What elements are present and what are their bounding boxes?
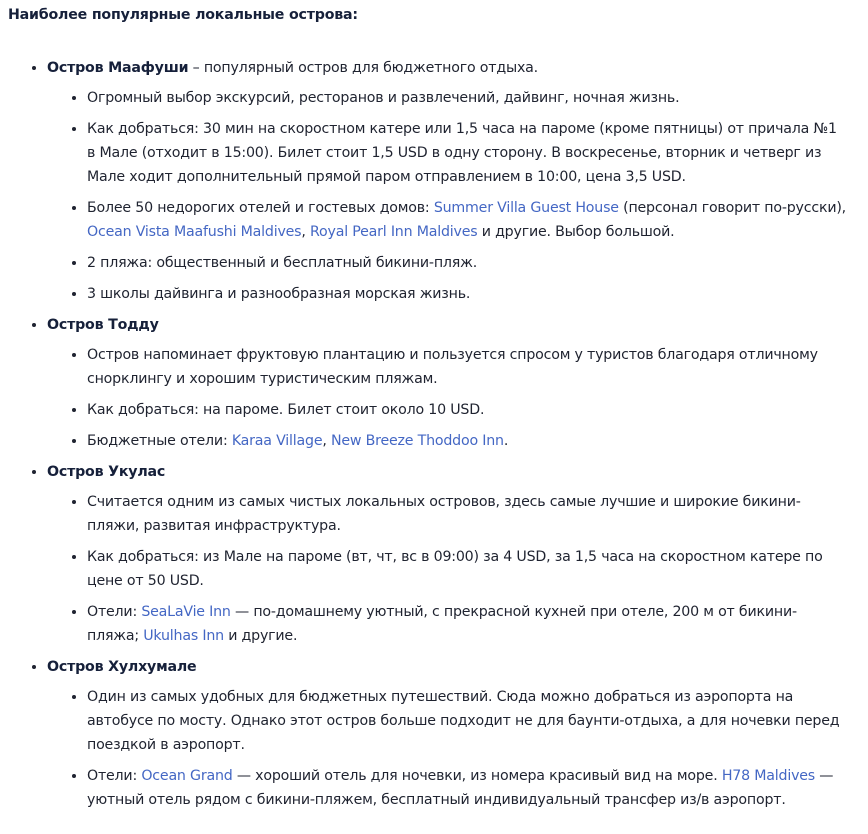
- detail-item: [87, 282, 848, 306]
- detail-item: [87, 429, 848, 453]
- hotel-link[interactable]: H78 Maldives: [721, 768, 815, 784]
- detail-item: [87, 117, 848, 189]
- detail-item: [87, 600, 848, 648]
- island-details: [47, 86, 848, 306]
- hotel-link[interactable]: SeaLaVie Inn: [141, 604, 231, 620]
- detail-text: Как добраться: на пароме. Билет стоит около 10 USD.: [87, 402, 485, 418]
- detail-text: — хороший отель для ночевки, из номера красивый вид на море.: [232, 768, 722, 784]
- island-list: [8, 56, 848, 812]
- island-item: [47, 655, 848, 812]
- detail-text: и другие.: [223, 628, 298, 644]
- island-name: Остров Маафуши: [47, 60, 189, 76]
- detail-item: [87, 764, 848, 812]
- detail-text: Более 50 недорогих отелей и гостевых домов:: [87, 200, 434, 216]
- detail-text: Отели:: [87, 768, 142, 784]
- island-item: [47, 460, 848, 648]
- detail-text: Считается одним из самых чистых локальных островов, здесь самые лучшие и широкие бикини-пляжи, развитая инфраструктура.: [87, 494, 801, 534]
- island-item: [47, 56, 848, 306]
- hotel-link[interactable]: Ocean Vista Maafushi Maldives: [87, 224, 302, 240]
- detail-text: Бюджетные отели:: [87, 433, 232, 449]
- hotel-link[interactable]: Ocean Grand: [141, 768, 233, 784]
- hotel-link[interactable]: New Breeze Thoddoo Inn: [330, 433, 504, 449]
- hotel-link[interactable]: Royal Pearl Inn Maldives: [310, 224, 478, 240]
- detail-item: [87, 343, 848, 391]
- island-name: Остров Хулхумале: [47, 659, 197, 675]
- detail-text: Остров напоминает фруктовую плантацию и пользуется спросом у туристов благодаря отличному снорклингу и хорошим туристическим пляжам.: [87, 347, 818, 387]
- detail-text: 3 школы дайвинга и разнообразная морская жизнь.: [87, 286, 471, 302]
- island-name: Остров Тодду: [47, 317, 159, 333]
- detail-text: — уютный отель рядом с бикини-пляжем, бесплатный индивидуальный трансфер из/в аэропорт.: [87, 768, 834, 808]
- hotel-link[interactable]: Ukulhas Inn: [143, 628, 224, 644]
- detail-text: Отели:: [87, 604, 142, 620]
- detail-item: [87, 86, 848, 110]
- island-description: – популярный остров для бюджетного отдыха.: [188, 60, 538, 76]
- detail-text: ,: [301, 224, 311, 240]
- detail-text: — по-домашнему уютный, с прекрасной кухней при отеле, 200 м от бикини-пляжа;: [87, 604, 797, 644]
- island-details: [47, 490, 848, 648]
- island-name: Остров Укулас: [47, 464, 166, 480]
- island-details: [47, 685, 848, 812]
- detail-text: Как добраться: 30 мин на скоростном катере или 1,5 часа на пароме (кроме пятницы) от причала №1 в Мале (отходит в 15:00). Билет стоит 1,5 USD в одну сторону. В воскресенье, вторник и четверг из Мале ходит дополнительный прямой паром отправлением в 10:00, цена 3,5 USD.: [87, 121, 837, 185]
- detail-text: ,: [322, 433, 331, 449]
- detail-item: [87, 196, 848, 244]
- hotel-link[interactable]: Karaa Village: [231, 433, 323, 449]
- detail-text: 2 пляжа: общественный и бесплатный бикини-пляж.: [87, 255, 478, 271]
- island-details: [47, 343, 848, 453]
- detail-item: [87, 545, 848, 593]
- detail-text: Огромный выбор экскурсий, ресторанов и развлечений, дайвинг, ночная жизнь.: [87, 90, 680, 106]
- detail-item: [87, 398, 848, 422]
- detail-text: .: [503, 433, 509, 449]
- island-item: [47, 313, 848, 453]
- detail-text: (персонал говорит по-русски),: [618, 200, 846, 216]
- detail-item: [87, 251, 848, 275]
- section-heading: Наиболее популярные локальные острова:: [8, 7, 358, 23]
- detail-text: и другие. Выбор большой.: [477, 224, 675, 240]
- detail-item: [87, 490, 848, 538]
- detail-text: Один из самых удобных для бюджетных путешествий. Сюда можно добраться из аэропорта на автобусе по мосту. Однако этот остров больше подходит не для баунти-отдыха, а для ночевки перед поездкой в аэропорт.: [87, 689, 840, 753]
- detail-text: Как добраться: из Мале на пароме (вт, чт, вс в 09:00) за 4 USD, за 1,5 часа на скоростном катере по цене от 50 USD.: [87, 549, 823, 589]
- detail-item: [87, 685, 848, 757]
- hotel-link[interactable]: Summer Villa Guest House: [433, 200, 619, 216]
